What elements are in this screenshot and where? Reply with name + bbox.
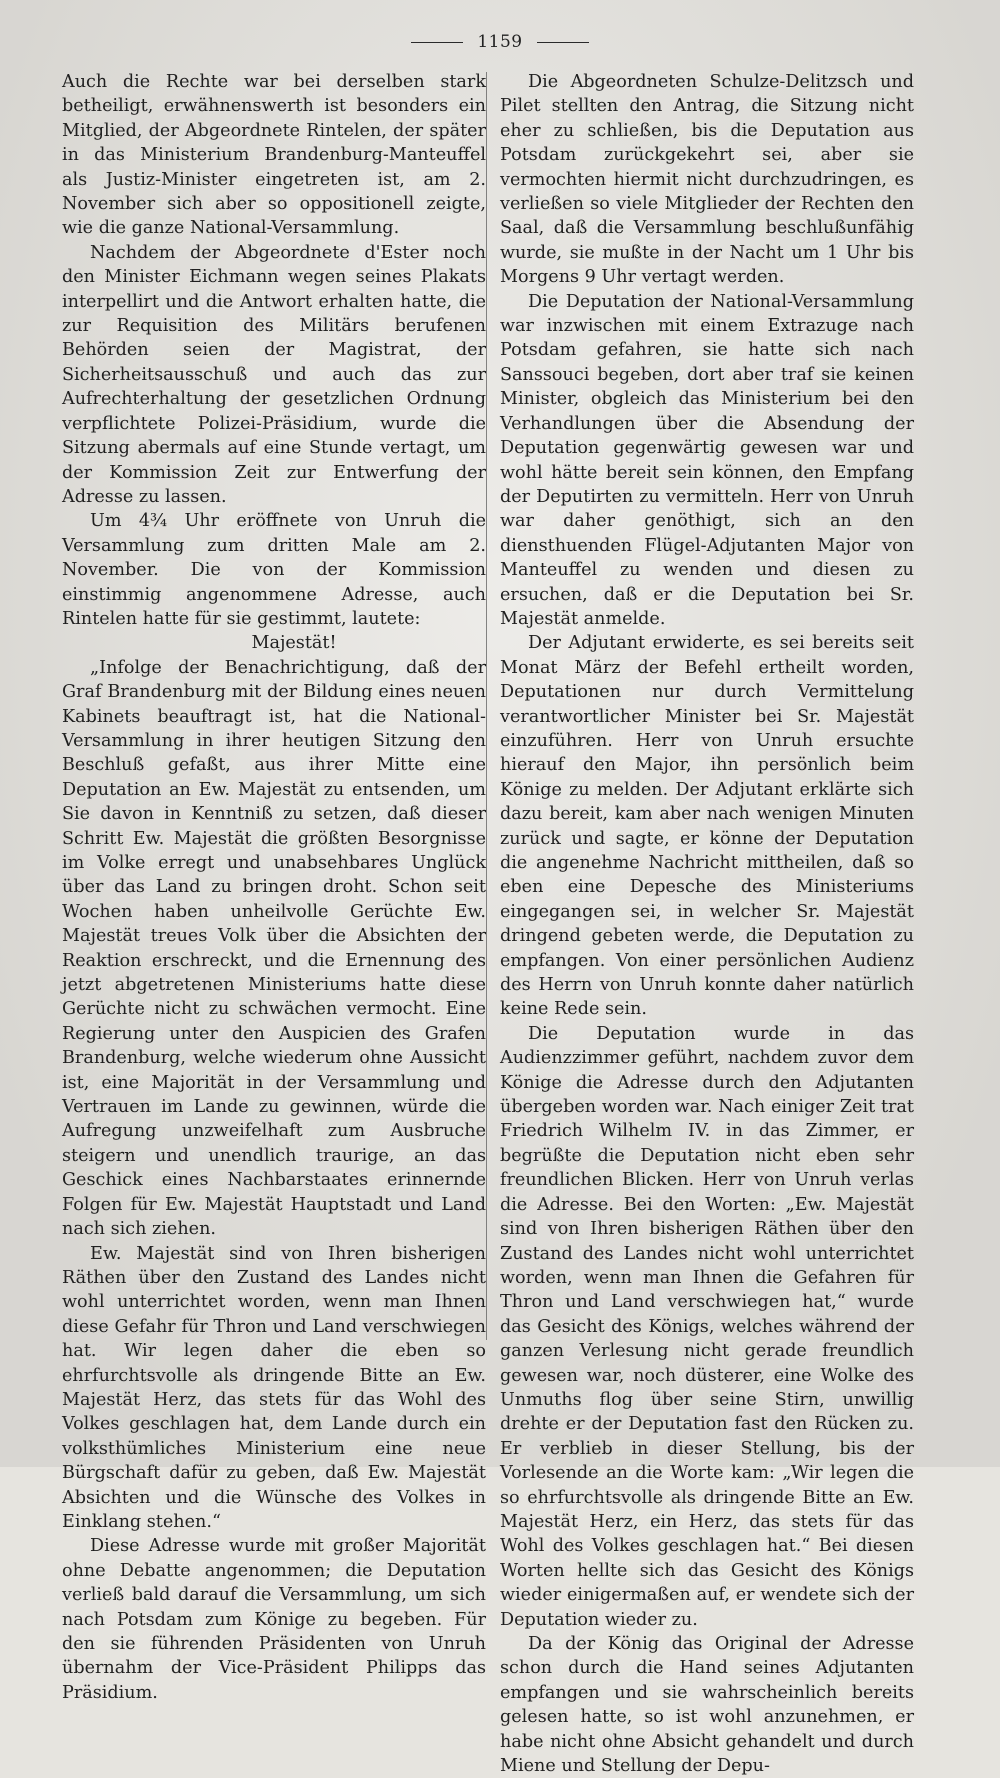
column-divider (486, 72, 487, 1340)
address-salutation: Majestät! (251, 633, 337, 654)
left-column (62, 70, 486, 1705)
paragraph: Die Deputation der National-Versammlung war inzwischen mit einem Extrazuge nach Potsdam gefahren, sie hatte sich nach Sanssouci begeben, dort aber traf sie keinen Minister, obgleich das Ministerium bei den Verhandlungen über die Absendung der Deputation gegenwärtig gewesen war und wohl hätte bereit sein können, den Empfang der Deputirten zu vermitteln. Herr von Unruh war daher genöthigt, sich an den diensthuenden Flügel-Adjutanten Major von Manteuffel zu wenden und diesen zu ersuchen, daß er die Deputation bei Sr. Majestät anmelde. (500, 291, 914, 629)
paragraph: Die Abgeordneten Schulze-Delitzsch und Pilet stellten den Antrag, die Sitzung nicht eher zu schließen, bis die Deputation aus Potsdam zurückgekehrt sei, aber sie vermochten hiermit nicht durchzudringen, es verließen so viele Mitglieder der Rechten den Saal, daß die Versammlung beschlußunfähig wurde, sie mußte in der Nacht um 1 Uhr bis Morgens 9 Uhr vertagt werden. (500, 72, 914, 288)
paragraph: Der Adjutant erwiderte, es sei bereits seit Monat März der Befehl ertheilt worden, Deputationen nur durch Vermittelung verantwortlicher Minister bei Sr. Majestät einzuführen. Herr von Unruh ersuchte hierauf den Major, ihn persönlich beim Könige zu melden. Der Adjutant erklärte sich dazu bereit, kam aber nach wenigen Minuten zurück und sagte, er könne der Deputation die angenehme Nachricht mittheilen, daß so eben eine Depesche des Ministeriums eingegangen sei, in welcher Sr. Majestät dringend gebeten werde, die Deputation zu empfangen. Von einer persönlichen Audienz des Herrn von Unruh konnte daher natürlich keine Rede sein. (500, 633, 914, 1020)
paragraph: Die Deputation wurde in das Audienzzimmer geführt, nachdem zuvor dem Könige die Adresse durch den Adjutanten übergeben worden war. Nach einiger Zeit trat Friedrich Wilhelm IV. in das Zimmer, er begrüßte die Deputation nicht eben sehr freundlichen Blicken. Herr von Unruh verlas die Adresse. Bei den Worten: „Ew. Majestät sind von Ihren bisherigen Räthen über den Zustand des Landes nicht wohl unterrichtet worden, wenn man Ihnen die Gefahren für Thron und Land verschwiegen hat,“ wurde das Gesicht des Königs, welches während der ganzen Verlesung nicht gerade freundlich gewesen war, noch düsterer, eine Wolke des Unmuths flog über seine Stirn, unwillig drehte er der Deputation fast den Rücken zu. Er verblieb in dieser Stellung, bis der Vorlesende an die Worte kam: „Wir legen die so ehrfurchtsvolle als dringende Bitte an Ew. Majestät Herz, ein Herz, das stets für das Wohl des Volkes geschlagen hat.“ Bei diesen Worten hellte sich das Gesicht des Königs wieder einigermaßen auf, er wendete sich der Deputation wieder zu. (500, 1023, 914, 1630)
paragraph: Nachdem der Abgeordnete d'Ester noch den Minister Eichmann wegen seines Plakats interpellirt und die Antwort erhalten hatte, die zur Requisition des Militärs berufenen Behörden seien der Magistrat, der Sicherheitsausschuß und auch das zur Aufrechterhaltung der gesetzlichen Ordnung verpflichtete Polizei-Präsidium, wurde die Sitzung abermals auf eine Stunde vertagt, um der Kommission Zeit zur Entwerfung der Adresse zu lassen. (62, 242, 486, 507)
page-header (0, 30, 1000, 54)
paragraph: Da der König das Original der Adresse schon durch die Hand seines Adjutanten empfangen und sie wahrscheinlich bereits gelesen hatte, so ist wohl anzunehmen, er habe nicht ohne Absicht gehandelt und durch Miene und Stellung der Depu- (500, 1634, 914, 1777)
paragraph: Diese Adresse wurde mit großer Majorität ohne Debatte angenommen; die Deputation verließ bald darauf die Versammlung, um sich nach Potsdam zum Könige zu begeben. Für den sie führenden Präsidenten von Unruh übernahm der Vice-Präsident Philipps das Präsidium. (62, 1536, 486, 1703)
header-rule-left (411, 42, 463, 43)
page-number: 1159 (477, 32, 523, 52)
paragraph: Auch die Rechte war bei derselben stark betheiligt, erwähnenswerth ist besonders ein Mitglied, der Abgeordnete Rintelen, der später in das Ministerium Brandenburg-Manteuffel als Justiz-Minister eingetreten ist, am 2. November sich aber so oppositionell zeigte, wie die ganze National-Versammlung. (62, 72, 486, 239)
address-paragraph: „Infolge der Benachrichtigung, daß der Graf Brandenburg mit der Bildung eines neuen Kabinets beauftragt ist, hat die National-Versammlung in ihrer heutigen Sitzung den Beschluß gefaßt, aus ihrer Mitte eine Deputation an Ew. Majestät zu entsenden, um Sie davon in Kenntniß zu setzen, daß dieser Schritt Ew. Majestät die größten Besorgnisse im Volke erregt und unabsehbares Unglück über das Land zu bringen droht. Schon seit Wochen haben unheilvolle Gerüchte Ew. Majestät treues Volk über die Absichten der Reaktion erschreckt, und die Ernennung des jetzt abgetretenen Ministeriums hatte diese Gerüchte nicht zu schwächen vermocht. Eine Regierung unter den Auspicien des Grafen Brandenburg, welche wiederum ohne Aussicht ist, eine Majorität in der Versammlung und Vertrauen im Lande zu gewinnen, würde die Aufregung unzweifelhaft zum Ausbruche steigern und unendlich traurige, an das Geschick eines Nachbarstaates erinnernde Folgen für Ew. Majestät Hauptstadt und Land nach sich ziehen. (62, 657, 486, 1240)
header-rule-right (537, 42, 589, 43)
paragraph: Um 4¾ Uhr eröffnete von Unruh die Versammlung zum dritten Male am 2. November. Die von der Kommission einstimmig angenommene Adresse, auch Rintelen hatte für sie gestimmt, lautete: (62, 511, 486, 629)
address-paragraph: Ew. Majestät sind von Ihren bisherigen Räthen über den Zustand des Landes nicht wohl unterrichtet worden, wenn man Ihnen diese Gefahr für Thron und Land verschwiegen hat. Wir legen daher die eben so ehrfurchtsvolle als dringende Bitte an Ew. Majestät Herz, das stets für das Wohl des Volkes geschlagen hat, dem Lande durch ein volksthümliches Ministerium eine neue Bürgschaft dafür zu geben, daß Ew. Majestät Absichten und die Wünsche des Volkes in Einklang stehen.“ (62, 1243, 486, 1532)
right-column (500, 70, 914, 1778)
